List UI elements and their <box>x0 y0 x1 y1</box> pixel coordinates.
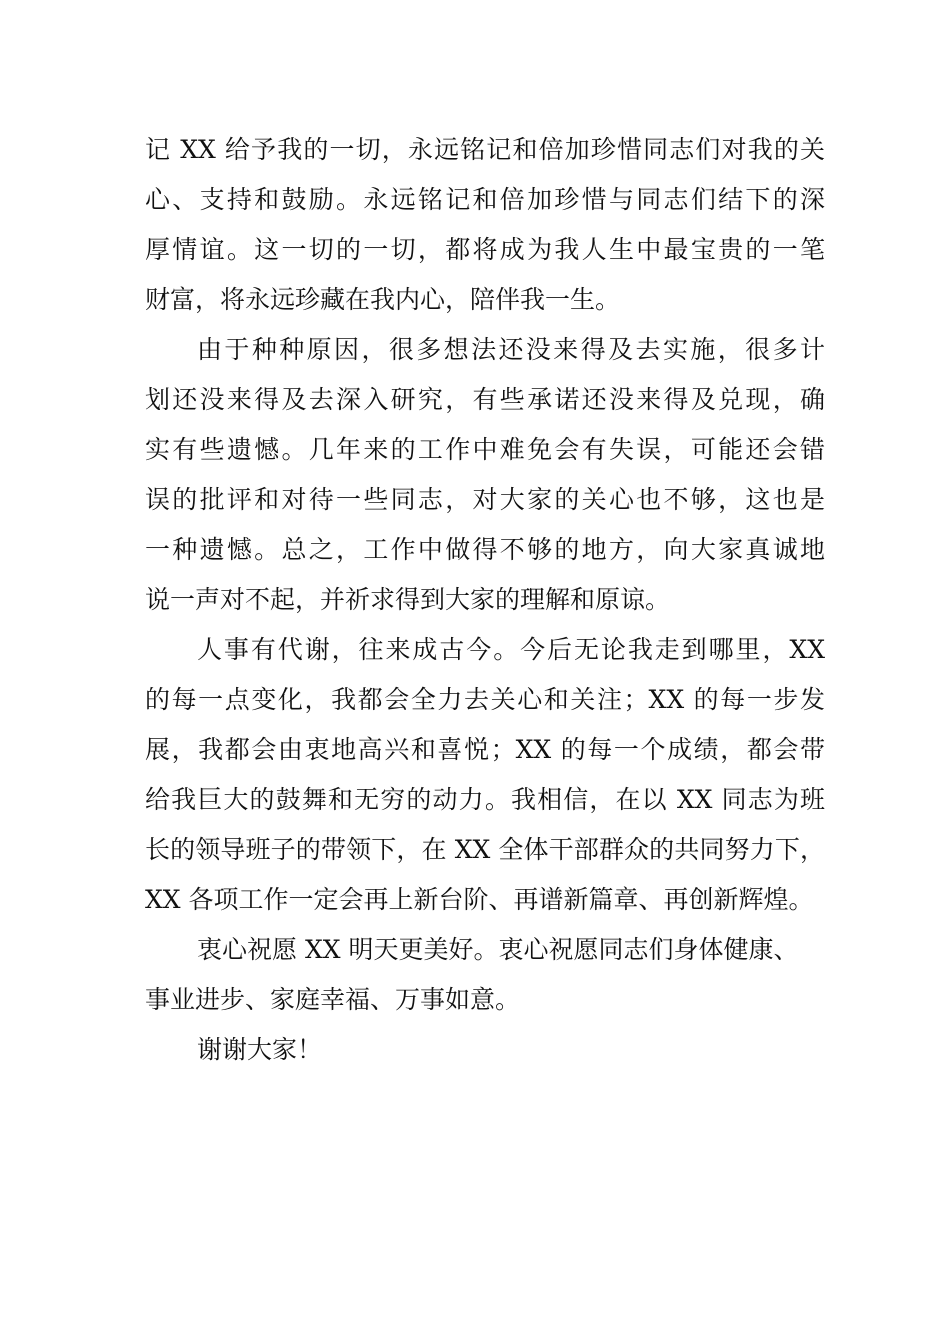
body-text-line: 给我巨大的鼓舞和无穷的动力。我相信，在以 XX 同志为班 <box>145 785 825 814</box>
body-text-line: 的每一点变化，我都会全力去关心和关注；XX 的每一步发 <box>145 685 825 714</box>
body-text-line: 一种遗憾。总之，工作中做得不够的地方，向大家真诚地 <box>145 535 825 564</box>
body-text-line: 记 XX 给予我的一切，永远铭记和倍加珍惜同志们对我的关 <box>145 135 825 164</box>
body-text-line: 事业进步、家庭幸福、万事如意。 <box>145 985 521 1014</box>
body-text-line: 心、支持和鼓励。永远铭记和倍加珍惜与同志们结下的深 <box>145 185 825 214</box>
body-text-line: 长的领导班子的带领下，在 XX 全体干部群众的共同努力下， <box>145 835 825 864</box>
body-text-line: 划还没来得及去深入研究，有些承诺还没来得及兑现，确 <box>145 385 825 414</box>
paragraph-first-line: 人事有代谢，往来成古今。今后无论我走到哪里，XX <box>197 635 825 664</box>
body-text-line: 说一声对不起，并祈求得到大家的理解和原谅。 <box>145 585 671 614</box>
body-text-line: 展，我都会由衷地高兴和喜悦；XX 的每一个成绩，都会带 <box>145 735 825 764</box>
body-text-line: XX 各项工作一定会再上新台阶、再谱新篇章、再创新辉煌。 <box>145 885 814 914</box>
body-text-line: 实有些遗憾。几年来的工作中难免会有失误，可能还会错 <box>145 435 825 464</box>
paragraph-first-line: 衷心祝愿 XX 明天更美好。衷心祝愿同志们身体健康、 <box>197 935 799 964</box>
body-text-line: 误的批评和对待一些同志，对大家的关心也不够，这也是 <box>145 485 825 514</box>
closing-line: 谢谢大家！ <box>197 1035 323 1064</box>
paragraph-first-line: 由于种种原因，很多想法还没来得及去实施，很多计 <box>197 335 825 364</box>
body-text-line: 厚情谊。这一切的一切，都将成为我人生中最宝贵的一笔 <box>145 235 825 264</box>
body-text-line: 财富，将永远珍藏在我内心，陪伴我一生。 <box>145 285 621 314</box>
